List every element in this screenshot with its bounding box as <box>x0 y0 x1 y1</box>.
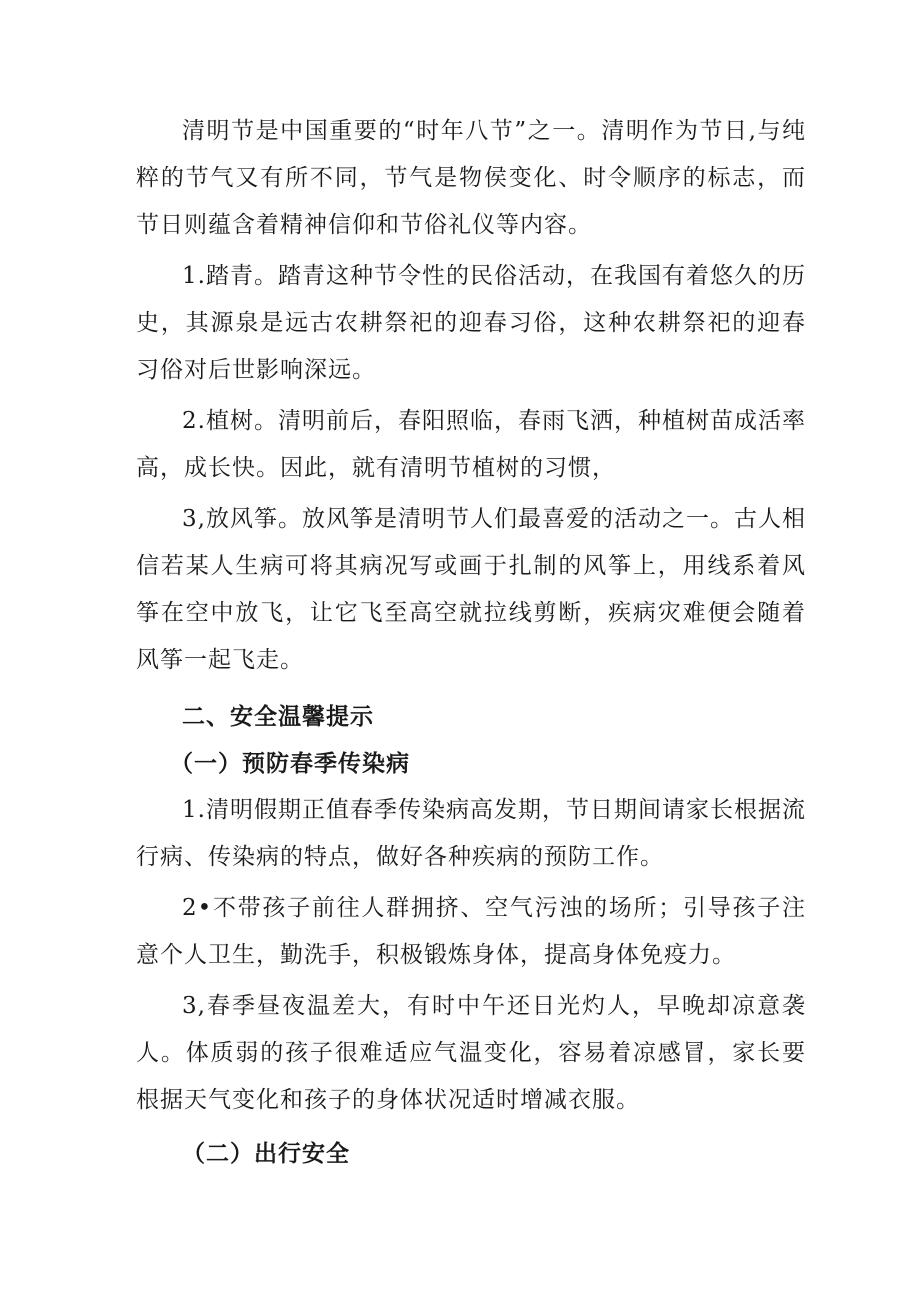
paragraph-kite-flying: 3,放风筝。放风筝是清明节人们最喜爱的活动之一。古人相信若某人生病可将其病况写或画于扎制的风筝上，用线系着风筝在空中放飞，让它飞至高空就拉线剪断，疾病灾难便会随着风筝一起飞走。 <box>136 506 806 673</box>
section-title-safety: 二、安全温馨提示 <box>182 704 374 730</box>
paragraph-intro: 清明节是中国重要的“时年八节”之一。清明作为节日,与纯粹的节气又有所不同，节气是物侯变化、时令顺序的标志，而节日则蕴含着精神信仰和节俗礼仪等内容。 <box>136 118 806 238</box>
subsection-title-travel: （二）出行安全 <box>182 1140 350 1167</box>
paragraph-tree-planting: 2.植树。清明前后，春阳照临，春雨飞洒，种植树苗成活率高，成长快。因此，就有清明节植树的习惯， <box>136 408 806 481</box>
paragraph-disease-1: 1.清明假期正值春季传染病高发期，节日期间请家长根据流行病、传染病的特点，做好各种疾病的预防工作。 <box>136 797 806 870</box>
subsection-title-disease: （一）预防春季传染病 <box>170 750 410 777</box>
paragraph-tabing: 1.踏青。踏青这种节令性的民俗活动，在我国有着悠久的历史，其源泉是远古农耕祭祀的迎春习俗，这种农耕祭祀的迎春习俗对后世影响深远。 <box>136 263 806 383</box>
paragraph-disease-3: 3,春季昼夜温差大，有时中午还日光灼人，早晚却凉意袭人。体质弱的孩子很难适应气温变化，容易着凉感冒，家长要根据天气变化和孩子的身体状况适时增减衣服。 <box>136 993 806 1113</box>
paragraph-disease-2: 2•不带孩子前往人群拥挤、空气污浊的场所；引导孩子注意个人卫生，勤洗手，积极锻炼身体，提高身体免疫力。 <box>136 895 806 968</box>
